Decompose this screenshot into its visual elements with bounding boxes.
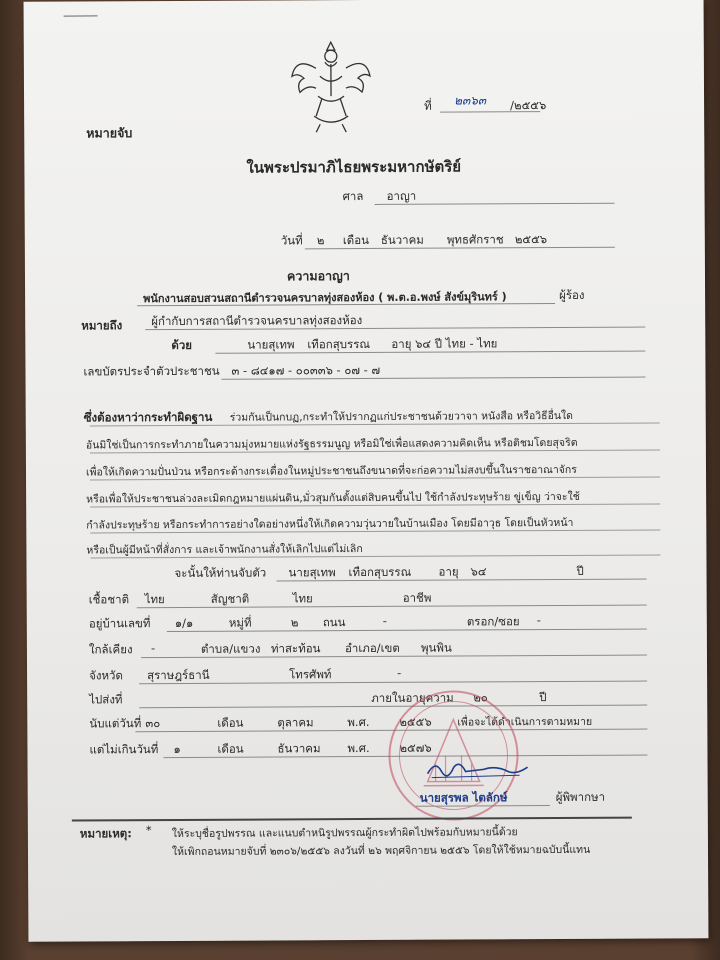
- nearby-value: -: [150, 641, 156, 656]
- from-purpose: เพื่อจะได้ดำเนินการตามหมาย: [457, 715, 593, 729]
- with-label: ด้วย: [171, 337, 193, 353]
- with-age: อายุ ๖๔ ปี ไทย - ไทย: [391, 336, 498, 351]
- from-month-label: เดือน: [217, 715, 244, 730]
- arrest-age: ๖๔: [470, 564, 487, 579]
- until-day: ๑: [173, 741, 181, 757]
- from-year-label: พ.ศ.: [347, 714, 370, 730]
- until-year: ๒๕๗๖: [399, 740, 432, 755]
- day-label: วันที่: [280, 233, 303, 248]
- charge-line-4: หรือเพื่อให้ประชาชนล่วงละเมิดกฎหมายแผ่นดิน,มั่วสุมกันตั้งแต่สิบคนขึ้นไป ใช้กำลังประทุษร้าย ขู่เข็ญ ว่าจะใช้: [86, 490, 580, 506]
- court-label: ศาล: [342, 189, 364, 204]
- nationality-value: ไทย: [292, 591, 313, 606]
- note-separator: [72, 817, 632, 822]
- amphoe-label: อำเภอ/เขต: [344, 640, 400, 656]
- corner-mark: [64, 15, 98, 16]
- judge-name: นายสุรพล ไตลักษ์: [419, 790, 508, 805]
- note-line-1: ให้ระบุชื่อรูปพรรณ และแนบตำหนิรูปพรรณผู้กระทำผิดไปพร้อมกับหมายนี้ด้วย: [171, 826, 518, 841]
- with-name: นายสุเทพ: [247, 337, 295, 352]
- charge-line-1: ร่วมกันเป็นกบฏ,กระทำให้ปรากฏแก่ประชาชนด้วยวาจา หนังสือ หรือวิธีอื่นใด: [229, 409, 574, 424]
- garuda-emblem-icon: [286, 36, 377, 136]
- from-month: ตุลาคม: [277, 715, 314, 730]
- charge-label: ซึ่งต้องหาว่ากระทำผิดฐาน: [83, 409, 213, 425]
- number-year: /๒๕๕๖: [510, 98, 547, 113]
- month-value: ธันวาคม: [380, 232, 424, 247]
- note-asterisk: *: [145, 823, 152, 838]
- day-value: ๒: [316, 233, 325, 248]
- phone-label: โทรศัพท์: [289, 667, 332, 682]
- court-line: [375, 203, 615, 205]
- deliver-label: ไปส่งที่: [89, 692, 123, 707]
- case-type: ความอาญา: [286, 268, 350, 284]
- race-label: เชื้อชาติ: [88, 592, 130, 607]
- term-value: ๒๐: [473, 690, 488, 705]
- soi-label: ตรอก/ซอย: [466, 614, 520, 629]
- phone-value: -: [397, 665, 402, 680]
- requester-text: พนักงานสอบสวนสถานีตำรวจนครบาลทุ่งสองห้อง ( พ.ต.อ.พงษ์ สังข์มุรินทร์ ): [143, 290, 507, 306]
- tambon-label: ตำบล/แขวง: [200, 641, 261, 656]
- until-month-label: เดือน: [217, 741, 244, 756]
- from-day: ๓๐: [145, 716, 161, 731]
- province-line: [139, 681, 647, 685]
- charge-line-3: เพื่อให้เกิดความปั่นป่วน หรือกระด้างกระเดื่องในหมู่ประชาชนถึงขนาดที่จะก่อความไม่สงบขึ้นในราชอาณาจักร: [85, 463, 577, 479]
- term-unit: ปี: [539, 690, 547, 705]
- moo-value: ๒: [290, 615, 299, 630]
- arrest-name: นายสุเทพ: [288, 565, 336, 580]
- term-label: ภายในอายุความ: [371, 690, 454, 705]
- nationality-label: สัญชาติ: [210, 591, 250, 606]
- document-type: หมายจับ: [86, 125, 133, 141]
- charge-line-5: กำลังประทุษร้าย หรือกระทำการอย่างใดอย่างหนึ่งให้เกิดความวุ่นวายในบ้านเมือง โดยมีอาวุธ โดยเป็นหัวหน้า: [86, 516, 574, 532]
- until-month: ธันวาคม: [277, 741, 321, 756]
- judge-signature: [423, 755, 533, 784]
- year-value: ๒๕๕๖: [514, 232, 548, 247]
- to-label: หมายถึง: [81, 318, 123, 333]
- id-card-value: ๓ - ๘๔๑๗ - ๐๐๓๓๖ - ๐๗ - ๗: [231, 362, 381, 378]
- province-label: จังหวัด: [89, 668, 123, 683]
- arrest-warrant-document: [24, 0, 709, 942]
- with-surname: เทือกสุบรรณ: [307, 336, 371, 352]
- arrest-surname: เทือกสุบรรณ: [348, 564, 412, 580]
- road-label: ถนน: [322, 615, 346, 630]
- number-label: ที่: [424, 98, 432, 113]
- house-label: อยู่บ้านเลขที่: [88, 616, 151, 631]
- to-text: ผู้กำกับการสถานีตำรวจนครบาลทุ่งสองห้อง: [151, 313, 363, 329]
- house-value: ๑/๑: [174, 615, 194, 631]
- from-year: ๒๕๕๖: [399, 714, 432, 729]
- soi-value: -: [536, 613, 541, 628]
- arrest-age-unit: ปี: [576, 563, 584, 578]
- until-label: แต่ไม่เกินวันที่: [89, 742, 159, 757]
- note-line-2: ให้เพิกถอนหมายจับที่ ๒๓๐๖/๒๕๕๖ ลงวันที่ ๒๖ พฤศจิกายน ๒๕๕๖ โดยให้ใช้หมายฉบับนี้แทน: [171, 843, 591, 859]
- arrest-label: จะนั้นให้ท่านจับตัว: [174, 565, 267, 581]
- number-handwritten: ๒๓๖๓: [454, 93, 487, 108]
- tambon-value: ท่าสะท้อน: [270, 641, 321, 656]
- amphoe-value: พุนพิน: [420, 640, 452, 655]
- requester-role: ผู้ร้อง: [559, 287, 585, 302]
- occupation-label: อาชีพ: [402, 590, 432, 605]
- judge-role: ผู้พิพากษา: [555, 789, 606, 805]
- charge-line-6: หรือเป็นผู้มีหน้าที่สั่งการ และเจ้าพนักงานสั่งให้เลิกไปแต่ไม่เลิก: [86, 543, 363, 557]
- moo-label: หมู่ที่: [228, 615, 252, 630]
- road-value: -: [382, 613, 387, 628]
- charge-line-2: อันมิใช่เป็นการกระทำภายในความมุ่งหมายแห่งรัฐธรรมนูญ หรือมิใช่เพื่อแสดงความคิดเห็น หรือติชมโดยสุจริต: [85, 436, 578, 452]
- id-card-label: เลขบัตรประจำตัวประชาชน: [83, 363, 220, 379]
- race-value: ไทย: [144, 592, 165, 607]
- from-label: นับแต่วันที่: [89, 716, 142, 731]
- arrest-age-label: อายุ: [438, 564, 459, 579]
- note-label: หมายเหตุ:: [79, 826, 132, 841]
- royal-title: ในพระปรมาภิไธยพระมหากษัตริย์: [246, 157, 462, 177]
- court-value: อาญา: [386, 188, 417, 203]
- month-label: เดือน: [342, 232, 370, 248]
- nearby-label: ใกล้เคียง: [88, 642, 133, 657]
- until-year-label: พ.ศ.: [347, 740, 370, 756]
- year-label: พุทธศักราช: [446, 232, 504, 247]
- province-value: สุราษฎร์ธานี: [147, 667, 210, 683]
